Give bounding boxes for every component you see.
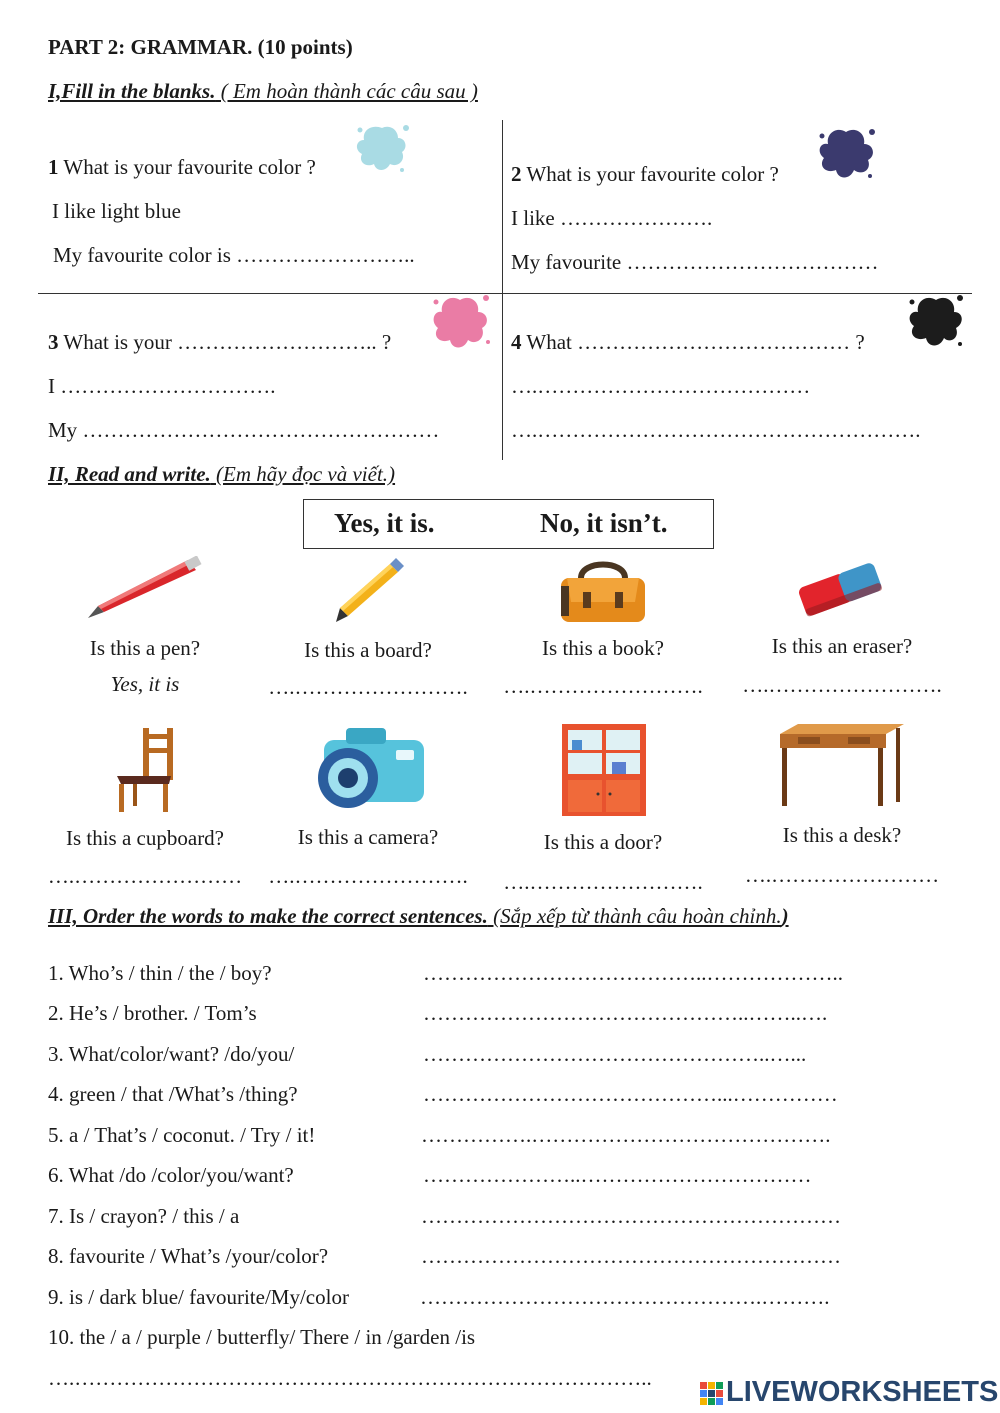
q4-question: 4 What ………………………………… ?: [511, 330, 865, 354]
q4-line3: ….……………………………………………….: [511, 418, 921, 442]
item1-answer: Yes, it is: [110, 672, 180, 696]
order-item-1: 1. Who’s / thin / the / boy?: [48, 961, 272, 985]
black-splash-icon: [906, 292, 966, 350]
order-blank-6[interactable]: …………………..……………………………: [423, 1163, 812, 1187]
dark-blue-splash-icon: [816, 124, 878, 182]
item3-question: Is this a book?: [542, 636, 664, 660]
order-item-10: 10. the / a / purple / butterfly/ There / in /garden /is: [48, 1325, 476, 1349]
order-item-2: 2. He’s / brother. / Tom’s: [48, 1001, 257, 1025]
liveworksheets-logo-text: LIVEWORKSHEETS: [726, 1376, 999, 1408]
order-item-6: 6. What /do /color/you/want?: [48, 1163, 294, 1187]
item6-answer[interactable]: ….…………………….: [268, 864, 468, 888]
liveworksheets-logo: [698, 1374, 998, 1412]
item7-answer[interactable]: ….…………………….: [503, 870, 703, 894]
grid-horizontal-divider: [38, 293, 972, 294]
item2-answer[interactable]: ….…………………….: [268, 675, 468, 699]
item7-question: Is this a door?: [543, 830, 663, 854]
order-blank-4[interactable]: ……………………………………...……………: [423, 1082, 838, 1106]
pink-splash-icon: [430, 292, 492, 352]
order-blank-10[interactable]: ….………………………………………………………………………..: [48, 1366, 652, 1390]
q2-line3: My favourite ………………………………: [511, 250, 879, 274]
q3-question: 3 What is your ……………………….. ?: [48, 330, 392, 354]
item4-question: Is this an eraser?: [771, 634, 913, 658]
order-item-3: 3. What/color/want? /do/you/: [48, 1042, 295, 1066]
item8-answer[interactable]: ….……………………: [744, 863, 940, 887]
q2-line2: I like ………………….: [511, 206, 713, 230]
item5-question: Is this a cupboard?: [65, 826, 225, 850]
order-blank-7[interactable]: ……………………………………………………: [421, 1204, 841, 1228]
light-blue-splash-icon: [352, 120, 412, 176]
q3-line2: I ………………………….: [48, 374, 276, 398]
liveworksheets-logo-icon: [700, 1382, 724, 1406]
item5-answer[interactable]: ….……………………: [47, 864, 243, 888]
item3-answer[interactable]: ….…………………….: [503, 674, 703, 698]
desk-icon: [778, 722, 906, 812]
order-item-5: 5. a / That’s / coconut. / Try / it!: [48, 1123, 316, 1147]
eraser-icon: [792, 556, 890, 622]
order-item-8: 8. favourite / What’s /your/color?: [48, 1244, 329, 1268]
order-blank-3[interactable]: …………………………………………..…...: [423, 1042, 807, 1066]
camera-icon: [306, 722, 430, 812]
item2-question: Is this a board?: [304, 638, 432, 662]
q1-question: 1 What is your favourite color ?: [48, 155, 316, 179]
answer-option-yes: Yes, it is.: [334, 508, 435, 538]
answer-options-box: [303, 499, 714, 549]
section2-heading: II, Read and write. (Em hãy đọc và viết.): [48, 462, 396, 486]
q3-line3: My ……………………………………………: [48, 418, 440, 442]
cupboard-icon: [560, 722, 648, 818]
q1-line3: My favourite color is ……………………..: [53, 243, 415, 267]
q2-question: 2 What is your favourite color ?: [511, 162, 779, 186]
item8-question: Is this a desk?: [782, 823, 902, 847]
chair-icon: [113, 724, 179, 814]
order-blank-1[interactable]: …………………………………..………………..: [423, 961, 843, 985]
order-blank-9[interactable]: ………………………………………….……….: [420, 1285, 830, 1309]
item1-question: Is this a pen?: [89, 636, 201, 660]
item4-answer[interactable]: ….…………………….: [742, 673, 942, 697]
grid-vertical-divider: [502, 120, 503, 460]
schoolbag-icon: [557, 556, 649, 626]
q4-line2: ….…………………………………: [511, 374, 811, 398]
page-title: PART 2: GRAMMAR. (10 points): [48, 35, 353, 59]
q1-line2: I like light blue: [52, 199, 181, 223]
section3-heading: III, Order the words to make the correct sentences. (Sắp xếp từ thành câu hoàn chỉnh.): [48, 904, 789, 928]
order-item-9: 9. is / dark blue/ favourite/My/color: [48, 1285, 349, 1309]
pen-icon: [84, 556, 204, 622]
item6-question: Is this a camera?: [297, 825, 439, 849]
order-blank-5[interactable]: …………….…………………………………….: [421, 1123, 831, 1147]
section1-heading: I,Fill in the blanks. ( Em hoàn thành các câu sau ): [48, 79, 478, 103]
order-blank-2[interactable]: ………………………………………..……..….: [423, 1001, 828, 1025]
order-blank-8[interactable]: ……………………………………………………: [421, 1244, 841, 1268]
order-item-7: 7. Is / crayon? / this / a: [48, 1204, 240, 1228]
pencil-icon: [330, 556, 410, 626]
order-item-4: 4. green / that /What’s /thing?: [48, 1082, 298, 1106]
answer-option-no: No, it isn’t.: [540, 508, 668, 538]
